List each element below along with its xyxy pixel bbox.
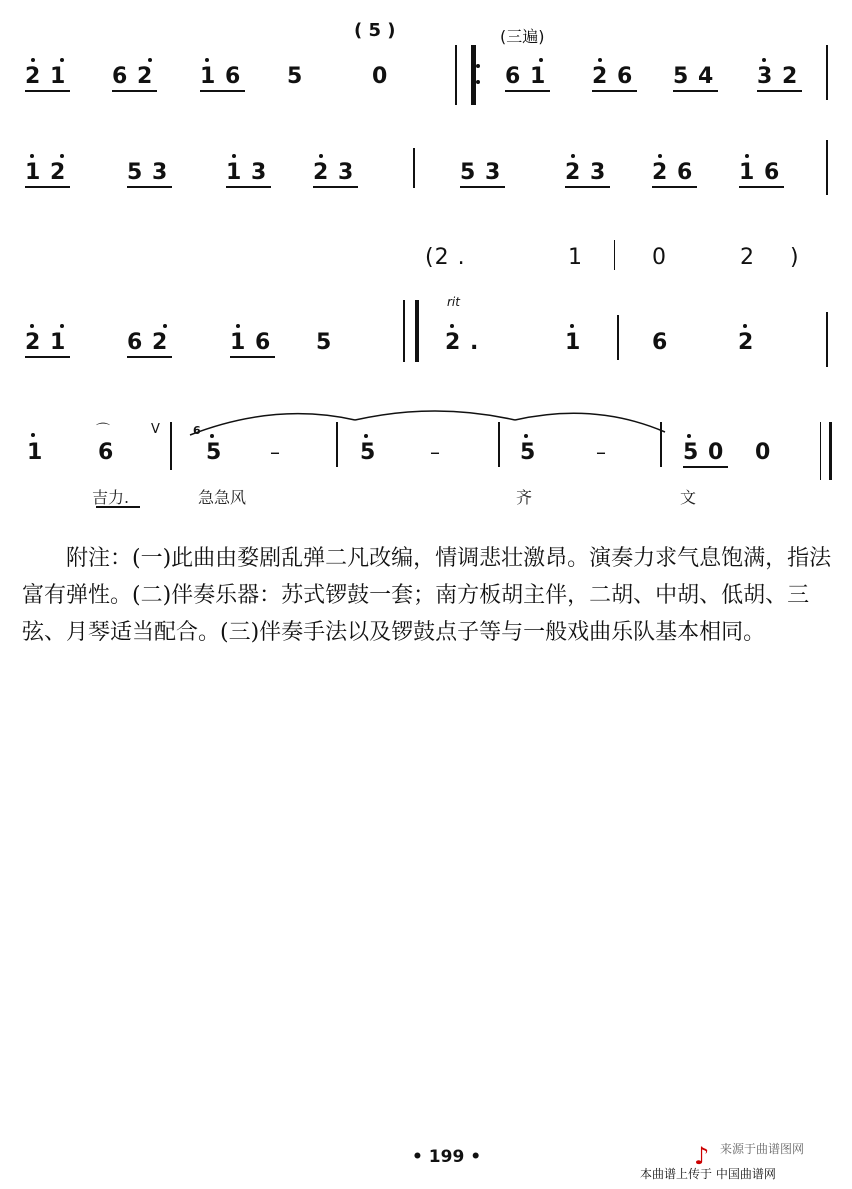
bar-line <box>336 422 338 467</box>
bar-line <box>826 312 828 367</box>
row4-note-7: 0 <box>755 440 772 465</box>
row4-note-5: 5 <box>520 440 537 465</box>
row3-paren-4: 2 <box>740 245 755 270</box>
row4-note-4: 5 <box>360 440 377 465</box>
bar-line <box>826 45 828 100</box>
final-bar <box>820 422 832 480</box>
beam <box>739 186 784 188</box>
row3-paren-1: (2 . <box>425 245 466 270</box>
row4-note-3: 5 <box>206 440 223 465</box>
row1-right-3: 5 4 <box>673 64 715 89</box>
repeat-mark-three-times: (三遍) <box>500 27 545 46</box>
repeat-dot <box>476 80 480 84</box>
row2-left-1: 1 2 <box>25 160 67 185</box>
beam <box>127 356 172 358</box>
bar-line <box>617 315 619 360</box>
dash: – <box>430 440 440 464</box>
tie-arc <box>185 400 675 440</box>
bar-line <box>413 148 415 188</box>
beam <box>313 186 358 188</box>
gong-label-jili: 吉力. <box>92 488 130 507</box>
section-mark-5: ( 5 ) <box>354 20 396 41</box>
repeat-dot <box>476 64 480 68</box>
octave-dot <box>60 58 64 62</box>
beam <box>200 90 245 92</box>
gong-underline <box>96 506 140 508</box>
rit-marking: rit <box>447 295 460 309</box>
row2-right-1: 5 3 <box>460 160 502 185</box>
grace-note: 6 <box>193 424 201 437</box>
octave-dot <box>570 324 574 328</box>
beam <box>757 90 802 92</box>
octave-dot <box>232 154 236 158</box>
beam <box>592 90 637 92</box>
beam <box>230 356 275 358</box>
row4-note-1: 1 <box>27 440 44 465</box>
row3-left-2: 6 2 <box>127 330 169 355</box>
row1-left-1: 2 1 <box>25 64 67 89</box>
row4-note-2: 6 <box>98 440 115 465</box>
row3-right-2: 1 <box>565 330 582 355</box>
octave-dot <box>687 434 691 438</box>
bar-line <box>660 422 662 467</box>
dash: – <box>270 440 280 464</box>
page-number: • 199 • <box>412 1147 482 1167</box>
octave-dot <box>450 324 454 328</box>
octave-dot <box>745 154 749 158</box>
row1-left-5: 0 <box>372 64 389 89</box>
gong-label-wen: 文 <box>680 488 697 507</box>
bar-line <box>614 240 615 270</box>
gong-label-jijifeng: 急急风 <box>198 488 247 507</box>
row3-paren-3: 0 <box>652 245 667 270</box>
row1-left-4: 5 <box>287 64 304 89</box>
octave-dot <box>319 154 323 158</box>
octave-dot <box>31 433 35 437</box>
octave-dot <box>364 434 368 438</box>
octave-dot <box>60 324 64 328</box>
annotation-paragraph: 附注：(一)此曲由婺剧乱弹二凡改编，情调悲壮激昂。演奏力求气息饱满，指法富有弹性。(二)伴奏乐器：苏式锣鼓一套；南方板胡主伴，二胡、中胡、低胡、三弦、月琴适当配合。(三)伴奏手法以及锣鼓点子等与一般戏曲乐队基本相同。 <box>22 546 832 645</box>
row4-note-6: 5 0 <box>683 440 725 465</box>
octave-dot <box>524 434 528 438</box>
beam <box>460 186 505 188</box>
repeat-bar <box>455 45 476 105</box>
octave-dot <box>236 324 240 328</box>
beam <box>25 356 70 358</box>
row3-right-4: 2 <box>738 330 755 355</box>
fermata-bar <box>403 300 419 362</box>
gong-label-qi: 齐 <box>516 488 533 507</box>
row3-paren-2: 1 <box>568 245 583 270</box>
octave-dot <box>163 324 167 328</box>
octave-dot <box>762 58 766 62</box>
row2-left-4: 2 3 <box>313 160 355 185</box>
row1-right-2: 2 6 <box>592 64 634 89</box>
row2-left-2: 5 3 <box>127 160 169 185</box>
row3-right-1: 2 . <box>445 330 480 355</box>
bar-line <box>170 422 172 470</box>
row3-left-4: 5 <box>316 330 333 355</box>
beam <box>683 466 728 468</box>
beam <box>226 186 271 188</box>
beam <box>112 90 157 92</box>
row1-left-2: 6 2 <box>112 64 154 89</box>
source-line: 本曲谱上传于 中国曲谱网 <box>640 1167 776 1181</box>
bar-line <box>826 140 828 195</box>
beam <box>505 90 550 92</box>
row3-paren-5: ) <box>790 245 800 270</box>
beam <box>565 186 610 188</box>
row2-right-4: 1 6 <box>739 160 781 185</box>
row2-right-2: 2 3 <box>565 160 607 185</box>
dash: – <box>596 440 606 464</box>
octave-dot <box>205 58 209 62</box>
breath-mark: V <box>151 422 160 437</box>
octave-dot <box>30 154 34 158</box>
music-logo-icon: ♪ <box>694 1142 710 1170</box>
octave-dot <box>598 58 602 62</box>
octave-dot <box>539 58 543 62</box>
bar-line <box>498 422 500 467</box>
row2-right-3: 2 6 <box>652 160 694 185</box>
beam <box>25 90 70 92</box>
row1-right-4: 3 2 <box>757 64 799 89</box>
row3-left-3: 1 6 <box>230 330 272 355</box>
octave-dot <box>31 58 35 62</box>
row1-right-1: 6 1 <box>505 64 547 89</box>
beam <box>652 186 697 188</box>
row3-left-1: 2 1 <box>25 330 67 355</box>
octave-dot <box>571 154 575 158</box>
beam <box>673 90 718 92</box>
row1-left-3: 1 6 <box>200 64 242 89</box>
source-watermark: 来源于曲谱图网 <box>720 1142 805 1156</box>
fermata-icon: ⌒ <box>96 423 110 439</box>
octave-dot <box>743 324 747 328</box>
octave-dot <box>30 324 34 328</box>
beam <box>25 186 70 188</box>
octave-dot <box>148 58 152 62</box>
row2-left-3: 1 3 <box>226 160 268 185</box>
octave-dot <box>60 154 64 158</box>
beam <box>127 186 172 188</box>
row3-right-3: 6 <box>652 330 669 355</box>
octave-dot <box>210 434 214 438</box>
octave-dot <box>658 154 662 158</box>
